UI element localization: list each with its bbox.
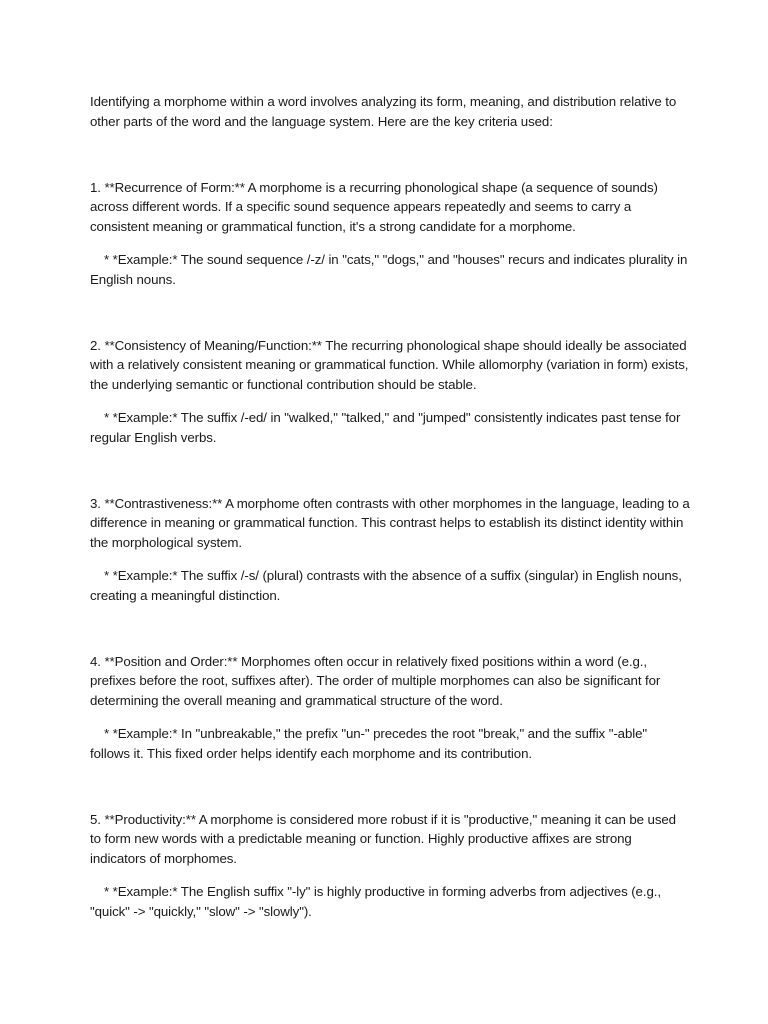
criterion-text: 3. **Contrastiveness:** A morphome often contrasts with other morphomes in the language, leading to a difference in meaning or grammatical function. This contrast helps to establish its distinct identity within the morphological system. <box>90 495 690 551</box>
criterion-text: 1. **Recurrence of Form:** A morphome is a recurring phonological shape (a sequence of sounds) across different words. If a specific sound sequence appears repeatedly and seems to carry a consistent meaning or grammatical function, it's a strong candidate for a morphome. <box>90 179 658 235</box>
criterion-example <box>90 408 690 448</box>
criterion-example-text: * *Example:* In "unbreakable," the prefix "un-" precedes the root "break," and the suffix "-able" follows it. This fixed order helps identify each morphome and its contribution. <box>90 725 648 761</box>
criterion-example-text: * *Example:* The English suffix "-ly" is highly productive in forming adverbs from adjectives (e.g., "quick" -> "quickly," "slow" -> "slowly"). <box>90 883 661 919</box>
document-page <box>90 92 690 922</box>
criterion-item <box>90 652 690 764</box>
criterion-item <box>90 810 690 922</box>
criterion-text: 2. **Consistency of Meaning/Function:** The recurring phonological shape should ideally be associated with a relatively consistent meaning or grammatical function. While allomorphy (variation in form) exists, the underlying semantic or functional contribution should be stable. <box>90 337 689 393</box>
criterion-example <box>90 882 690 922</box>
criterion-text: 4. **Position and Order:** Morphomes often occur in relatively fixed positions within a word (e.g., prefixes before the root, suffixes after). The order of multiple morphomes can also be significant for determining the overall meaning and grammatical structure of the word. <box>90 653 661 709</box>
criterion-text: 5. **Productivity:** A morphome is considered more robust if it is "productive," meaning it can be used to form new words with a predictable meaning or function. Highly productive affixes are strong indicators of morphomes. <box>90 811 676 867</box>
criterion-example <box>90 724 690 764</box>
criterion-example-text: * *Example:* The sound sequence /-z/ in "cats," "dogs," and "houses" recurs and indicates plurality in English nouns. <box>90 251 688 287</box>
criterion-example <box>90 250 690 290</box>
criterion-example <box>90 566 690 606</box>
criterion-example-text: * *Example:* The suffix /-ed/ in "walked," "talked," and "jumped" consistently indicates past tense for regular English verbs. <box>90 409 681 445</box>
criterion-item <box>90 336 690 448</box>
criterion-example-text: * *Example:* The suffix /-s/ (plural) contrasts with the absence of a suffix (singular) in English nouns, creating a meaningful distinction. <box>90 567 682 603</box>
intro-paragraph: Identifying a morphome within a word involves analyzing its form, meaning, and distribution relative to other parts of the word and the language system. Here are the key criteria used: <box>90 94 677 129</box>
criterion-item <box>90 494 690 606</box>
criterion-item <box>90 178 690 290</box>
